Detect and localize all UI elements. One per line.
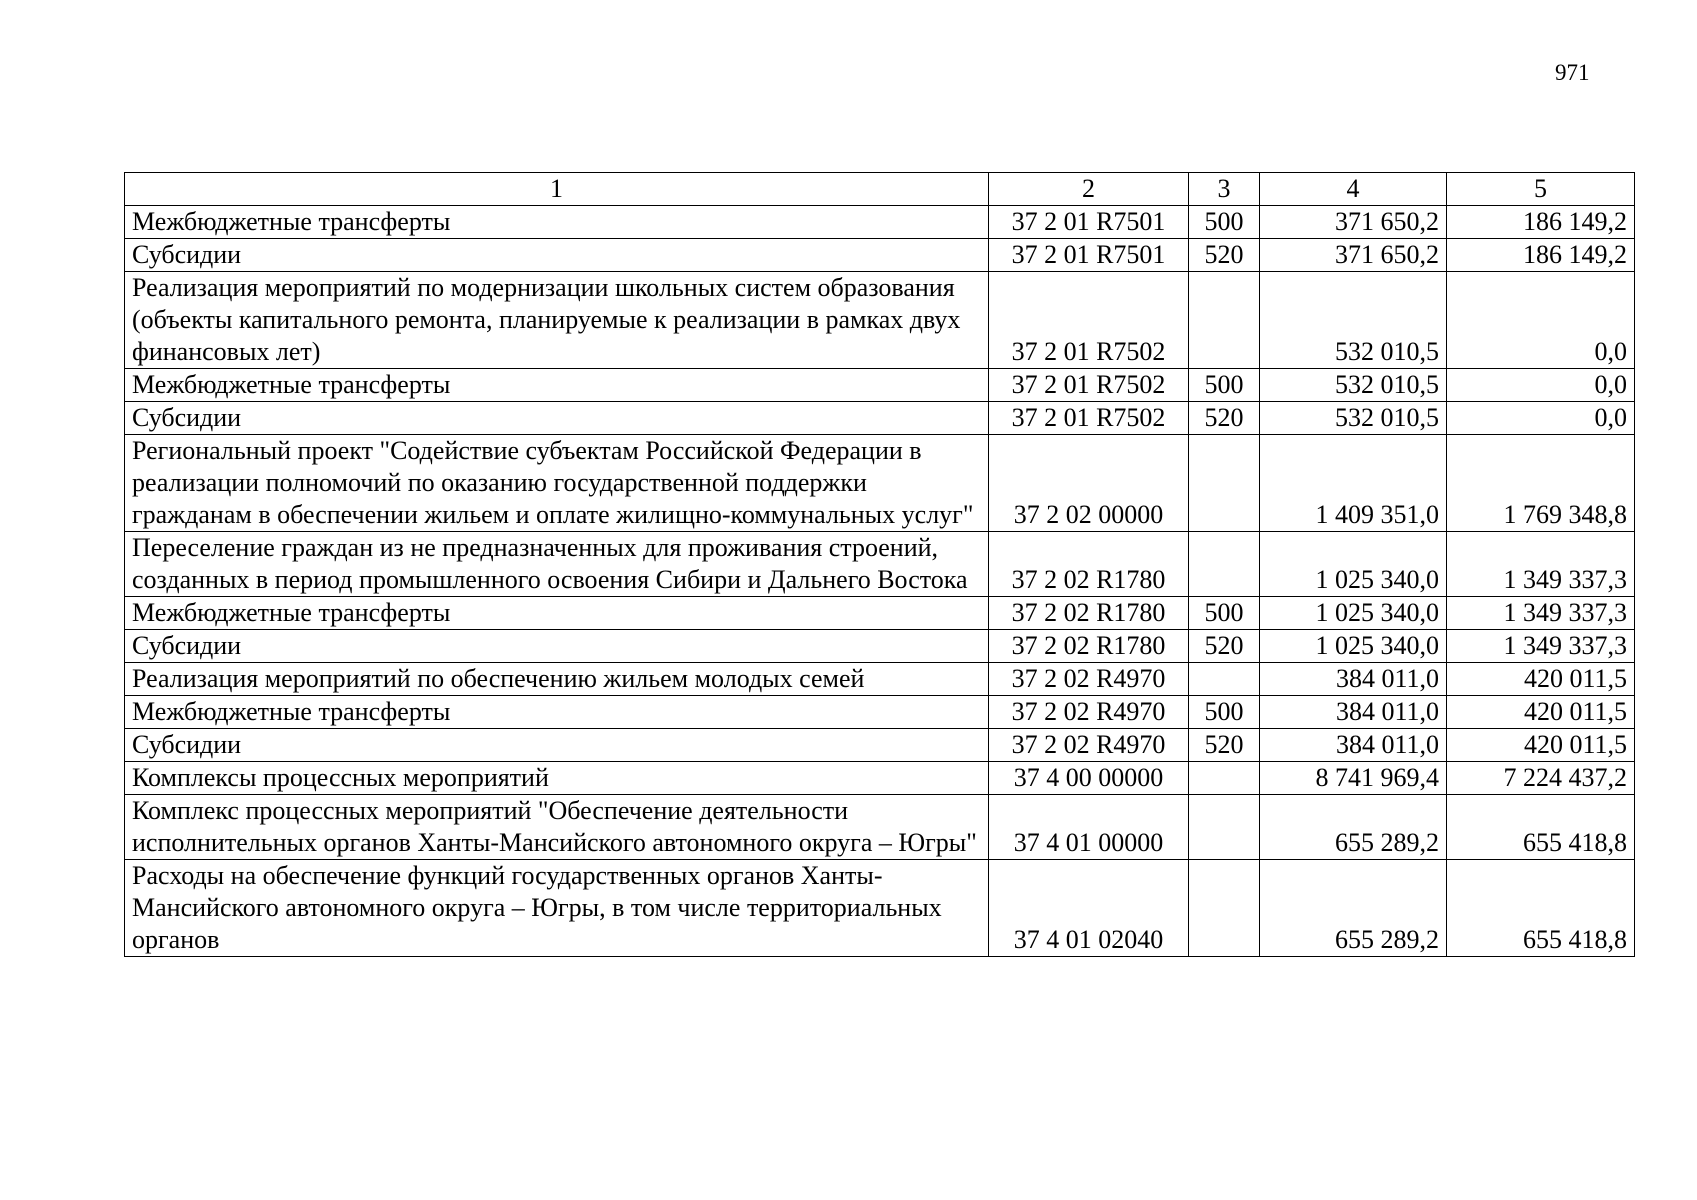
table-row (125, 435, 1635, 532)
row-type-cell: 520 (1189, 402, 1260, 435)
row-type-cell: 500 (1189, 696, 1260, 729)
page-number: 971 (1555, 60, 1590, 85)
column-header-4: 4 (1260, 173, 1447, 206)
row-value-col5-cell: 655 418,8 (1447, 795, 1635, 860)
row-value-col5-cell: 420 011,5 (1447, 663, 1635, 696)
table-row (125, 597, 1635, 630)
row-value-col4-cell: 371 650,2 (1260, 239, 1447, 272)
row-code-cell: 37 2 02 00000 (989, 435, 1189, 532)
row-type-cell: 520 (1189, 630, 1260, 663)
row-value-col5-cell: 420 011,5 (1447, 696, 1635, 729)
row-value-col4-cell: 532 010,5 (1260, 272, 1447, 369)
row-code-cell: 37 2 02 R4970 (989, 696, 1189, 729)
table-row (125, 206, 1635, 239)
row-name-cell: Субсидии (125, 402, 989, 435)
row-value-col4-cell: 655 289,2 (1260, 795, 1447, 860)
table-row (125, 860, 1635, 957)
row-value-col4-cell: 1 025 340,0 (1260, 630, 1447, 663)
row-name-cell: Межбюджетные трансферты (125, 369, 989, 402)
row-type-cell: 520 (1189, 239, 1260, 272)
row-value-col4-cell: 532 010,5 (1260, 402, 1447, 435)
row-type-cell (1189, 762, 1260, 795)
row-value-col5-cell: 0,0 (1447, 369, 1635, 402)
row-type-cell: 500 (1189, 597, 1260, 630)
row-type-cell: 500 (1189, 206, 1260, 239)
row-value-col5-cell: 1 349 337,3 (1447, 597, 1635, 630)
row-value-col5-cell: 1 769 348,8 (1447, 435, 1635, 532)
table-row (125, 795, 1635, 860)
row-code-cell: 37 2 02 R1780 (989, 597, 1189, 630)
row-code-cell: 37 4 01 00000 (989, 795, 1189, 860)
table-row (125, 696, 1635, 729)
table-row (125, 272, 1635, 369)
row-code-cell: 37 2 02 R4970 (989, 663, 1189, 696)
row-name-cell: Региональный проект "Содействие субъектам Российской Федерации в реализации полномочий по оказанию государственной поддержки гражданам в обеспечении жильем и оплате жилищно-коммунальных услуг" (125, 435, 989, 532)
row-value-col5-cell: 1 349 337,3 (1447, 532, 1635, 597)
column-header-1: 1 (125, 173, 989, 206)
row-value-col4-cell: 384 011,0 (1260, 663, 1447, 696)
row-code-cell: 37 2 01 R7501 (989, 206, 1189, 239)
row-code-cell: 37 2 01 R7501 (989, 239, 1189, 272)
row-name-cell: Переселение граждан из не предназначенных для проживания строений, созданных в период промышленного освоения Сибири и Дальнего Востока (125, 532, 989, 597)
row-value-col4-cell: 532 010,5 (1260, 369, 1447, 402)
row-name-cell: Межбюджетные трансферты (125, 696, 989, 729)
row-type-cell (1189, 435, 1260, 532)
row-type-cell: 500 (1189, 369, 1260, 402)
row-value-col4-cell: 384 011,0 (1260, 696, 1447, 729)
row-name-cell: Субсидии (125, 729, 989, 762)
row-value-col5-cell: 0,0 (1447, 402, 1635, 435)
table-row (125, 369, 1635, 402)
row-name-cell: Реализация мероприятий по модернизации школьных систем образования (объекты капитального ремонта, планируемые к реализации в рамках двух финансовых лет) (125, 272, 989, 369)
row-code-cell: 37 2 02 R1780 (989, 630, 1189, 663)
row-name-cell: Субсидии (125, 239, 989, 272)
column-number-row (125, 173, 1635, 206)
row-value-col5-cell: 7 224 437,2 (1447, 762, 1635, 795)
row-name-cell: Межбюджетные трансферты (125, 206, 989, 239)
row-code-cell: 37 4 01 02040 (989, 860, 1189, 957)
budget-table (124, 172, 1635, 957)
table-row (125, 663, 1635, 696)
row-name-cell: Комплекс процессных мероприятий "Обеспечение деятельности исполнительных органов Ханты-Мансийского автономного округа – Югры" (125, 795, 989, 860)
row-value-col5-cell: 655 418,8 (1447, 860, 1635, 957)
column-header-3: 3 (1189, 173, 1260, 206)
row-type-cell (1189, 795, 1260, 860)
row-value-col5-cell: 186 149,2 (1447, 239, 1635, 272)
row-name-cell: Расходы на обеспечение функций государственных органов Ханты-Мансийского автономного округа – Югры, в том числе территориальных органов (125, 860, 989, 957)
row-name-cell: Субсидии (125, 630, 989, 663)
row-value-col4-cell: 655 289,2 (1260, 860, 1447, 957)
table-row (125, 630, 1635, 663)
row-type-cell (1189, 532, 1260, 597)
row-value-col4-cell: 1 409 351,0 (1260, 435, 1447, 532)
column-header-5: 5 (1447, 173, 1635, 206)
column-header-2: 2 (989, 173, 1189, 206)
row-code-cell: 37 2 01 R7502 (989, 369, 1189, 402)
row-type-cell (1189, 860, 1260, 957)
row-value-col5-cell: 420 011,5 (1447, 729, 1635, 762)
row-name-cell: Межбюджетные трансферты (125, 597, 989, 630)
row-value-col4-cell: 384 011,0 (1260, 729, 1447, 762)
table-row (125, 762, 1635, 795)
table-row (125, 402, 1635, 435)
row-code-cell: 37 2 01 R7502 (989, 272, 1189, 369)
row-value-col5-cell: 1 349 337,3 (1447, 630, 1635, 663)
row-type-cell (1189, 663, 1260, 696)
row-value-col5-cell: 0,0 (1447, 272, 1635, 369)
row-type-cell (1189, 272, 1260, 369)
row-name-cell: Реализация мероприятий по обеспечению жильем молодых семей (125, 663, 989, 696)
row-value-col4-cell: 1 025 340,0 (1260, 597, 1447, 630)
row-value-col4-cell: 1 025 340,0 (1260, 532, 1447, 597)
row-code-cell: 37 4 00 00000 (989, 762, 1189, 795)
row-value-col5-cell: 186 149,2 (1447, 206, 1635, 239)
row-value-col4-cell: 371 650,2 (1260, 206, 1447, 239)
row-code-cell: 37 2 02 R1780 (989, 532, 1189, 597)
row-value-col4-cell: 8 741 969,4 (1260, 762, 1447, 795)
table-row (125, 729, 1635, 762)
table-row (125, 239, 1635, 272)
row-name-cell: Комплексы процессных мероприятий (125, 762, 989, 795)
row-type-cell: 520 (1189, 729, 1260, 762)
row-code-cell: 37 2 02 R4970 (989, 729, 1189, 762)
table-row (125, 532, 1635, 597)
row-code-cell: 37 2 01 R7502 (989, 402, 1189, 435)
